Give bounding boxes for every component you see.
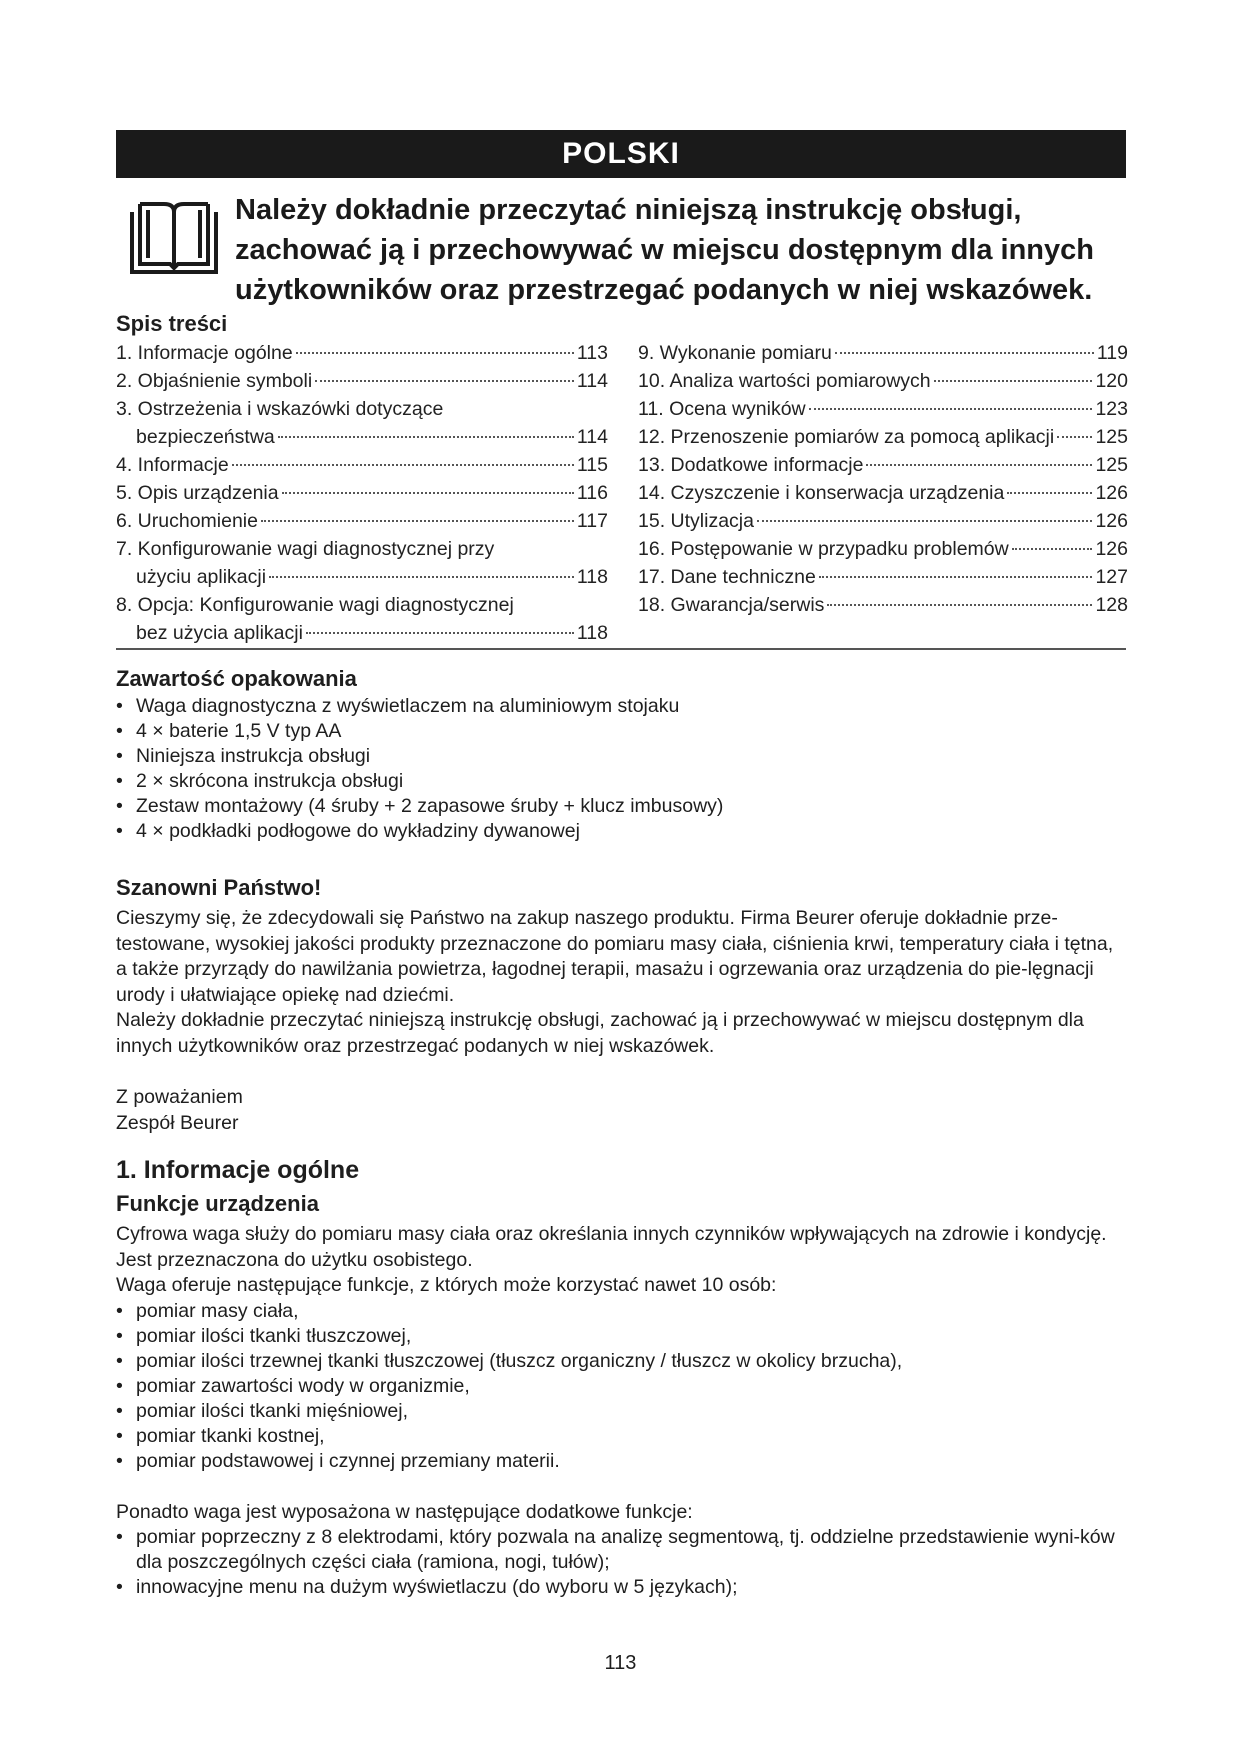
toc-entry xyxy=(638,395,1128,423)
divider xyxy=(116,648,1126,650)
toc-entry xyxy=(116,535,608,591)
toc-leader-dots xyxy=(1057,436,1092,438)
toc-entry xyxy=(638,591,1128,619)
toc-leader-dots xyxy=(1012,548,1093,550)
toc-entry xyxy=(638,535,1128,563)
toc-title: Spis treści xyxy=(116,311,228,336)
toc-page-number: 113 xyxy=(576,342,608,364)
toc-entry xyxy=(638,423,1128,451)
toc-entry xyxy=(638,507,1128,535)
list-item: • 4 × baterie 1,5 V typ AA xyxy=(116,719,1126,744)
toc-leader-dots xyxy=(819,576,1093,578)
list-item: • pomiar tkanki kostnej, xyxy=(116,1424,1126,1449)
functions-list xyxy=(116,1299,1126,1474)
section-1-intro: Cyfrowa waga służy do pomiaru masy ciała oraz określania innych czynników wpływających na zdrowie i kondycję. Jest przeznaczona do użytku osobistego. xyxy=(116,1223,1107,1271)
toc-leader-dots xyxy=(757,520,1092,522)
toc-entry xyxy=(638,479,1128,507)
language-banner: POLSKI xyxy=(116,130,1126,178)
toc-page-number: 126 xyxy=(1095,482,1128,504)
toc-entry-label: 2. Objaśnienie symboli xyxy=(116,370,313,392)
toc-entry-label: 4. Informacje xyxy=(116,454,229,476)
toc-left-column xyxy=(116,339,608,647)
list-item: • pomiar masy ciała, xyxy=(116,1299,1126,1324)
toc-entry-label: 17. Dane techniczne xyxy=(638,566,816,588)
toc-entry xyxy=(116,339,608,367)
toc-entry-label: bezpieczeństwa xyxy=(136,426,275,448)
toc-leader-dots xyxy=(315,380,574,382)
toc-entry-label: 5. Opis urządzenia xyxy=(116,482,279,504)
extra-functions-intro: Ponadto waga jest wyposażona w następujące dodatkowe funkcje: xyxy=(116,1500,693,1523)
toc-page-number: 114 xyxy=(576,370,608,392)
list-item: • pomiar ilości tkanki mięśniowej, xyxy=(116,1399,1126,1424)
toc-page-number: 127 xyxy=(1095,566,1128,588)
toc-entry xyxy=(638,563,1128,591)
list-item: • Waga diagnostyczna z wyświetlaczem na aluminiowym stojaku xyxy=(116,694,1126,719)
toc-leader-dots xyxy=(296,352,574,354)
toc-page-number: 128 xyxy=(1095,594,1128,616)
toc-entry-label: 11. Ocena wyników xyxy=(638,398,806,420)
toc-leader-dots xyxy=(934,380,1093,382)
toc-page-number: 114 xyxy=(576,426,608,448)
toc-leader-dots xyxy=(835,352,1094,354)
toc-page-number: 125 xyxy=(1095,426,1128,448)
toc-leader-dots xyxy=(269,576,574,578)
toc-page-number: 118 xyxy=(576,566,608,588)
toc-entry xyxy=(116,395,608,451)
toc-entry xyxy=(116,451,608,479)
toc-right-column xyxy=(638,339,1128,619)
toc-entry-label: 6. Uruchomienie xyxy=(116,510,258,532)
toc-entry-label: 12. Przenoszenie pomiarów za pomocą aplikacji xyxy=(638,426,1055,448)
intro-notice: Należy dokładnie przeczytać niniejszą instrukcję obsługi, zachować ją i przechowywać w miejscu dostępnym dla innych użytkowników oraz przestrzegać podanych w niej wskazówek. xyxy=(235,194,1094,306)
toc-leader-dots xyxy=(232,464,574,466)
toc-entry-label: bez użycia aplikacji xyxy=(136,622,303,644)
toc-page-number: 125 xyxy=(1095,454,1128,476)
toc-leader-dots xyxy=(282,492,574,494)
toc-leader-dots xyxy=(809,408,1093,410)
list-item: • pomiar ilości tkanki tłuszczowej, xyxy=(116,1324,1126,1349)
list-item: • pomiar poprzeczny z 8 elektrodami, który pozwala na analizę segmentową, tj. oddzielne przedstawienie wyni-ków dla poszczególnych części ciała (ramiona, nogi, tułów); xyxy=(116,1525,1126,1575)
extra-functions-list xyxy=(116,1525,1126,1600)
package-title: Zawartość opakowania xyxy=(116,666,357,691)
list-item: • pomiar zawartości wody w organizmie, xyxy=(116,1374,1126,1399)
toc-entry-label: 16. Postępowanie w przypadku problemów xyxy=(638,538,1009,560)
toc-entry-label: 7. Konfigurowanie wagi diagnostycznej przy xyxy=(116,538,495,560)
toc-leader-dots xyxy=(261,520,574,522)
section-general-info xyxy=(116,1153,1126,1600)
functions-intro: Waga oferuje następujące funkcje, z których może korzystać nawet 10 osób: xyxy=(116,1274,777,1296)
toc-entry xyxy=(116,367,608,395)
toc-entry-label: 18. Gwarancja/serwis xyxy=(638,594,825,616)
list-item: • 4 × podkładki podłogowe do wykładziny dywanowej xyxy=(116,819,1126,844)
toc-entry-label: 8. Opcja: Konfigurowanie wagi diagnostycznej xyxy=(116,594,514,616)
toc-page-number: 117 xyxy=(576,510,608,532)
greeting-paragraph-1: Cieszymy się, że zdecydowali się Państwo na zakup naszego produktu. Firma Beurer oferuje dokładnie prze-testowane, wysokiej jakości produkty przeznaczone do pomiaru masy ciała, ciśnienia krwi, temperatury ciała i tętna, a także przyrządy do nawilżania powietrza, łagodnej terapii, masażu i ogrzewania oraz urządzenia do pie-lęgnacji urody i ułatwiające opiekę nad dziećmi. xyxy=(116,907,1114,1006)
page-number: 113 xyxy=(604,1652,637,1674)
toc-page-number: 118 xyxy=(576,622,608,644)
toc-page-number: 126 xyxy=(1095,510,1128,532)
toc-page-number: 123 xyxy=(1095,398,1128,420)
toc-leader-dots xyxy=(827,604,1092,606)
toc-page-number: 115 xyxy=(576,454,608,476)
toc-page-number: 116 xyxy=(576,482,608,504)
toc-entry xyxy=(116,507,608,535)
toc-page-number: 120 xyxy=(1095,370,1128,392)
greeting-section xyxy=(116,873,1126,1136)
toc-entry xyxy=(116,591,608,647)
toc-entry-label: 15. Utylizacja xyxy=(638,510,754,532)
open-book-icon xyxy=(126,196,222,276)
toc-leader-dots xyxy=(278,436,574,438)
toc-entry xyxy=(116,479,608,507)
toc-leader-dots xyxy=(306,632,574,634)
list-item: • pomiar podstawowej i czynnej przemiany materii. xyxy=(116,1449,1126,1474)
greeting-signature: Zespół Beurer xyxy=(116,1111,239,1134)
toc-entry xyxy=(638,451,1128,479)
greeting-closing: Z poważaniem xyxy=(116,1086,243,1108)
toc-entry-label: 10. Analiza wartości pomiarowych xyxy=(638,370,931,392)
list-item: • innowacyjne menu na dużym wyświetlaczu (do wyboru w 5 językach); xyxy=(116,1575,1126,1600)
list-item: • pomiar ilości trzewnej tkanki tłuszczowej (tłuszcz organiczny / tłuszcz w okolicy brzucha), xyxy=(116,1349,1126,1374)
section-1-title: 1. Informacje ogólne xyxy=(116,1156,360,1184)
list-item: • Zestaw montażowy (4 śruby + 2 zapasowe śruby + klucz imbusowy) xyxy=(116,794,1126,819)
greeting-paragraph-2: Należy dokładnie przeczytać niniejszą instrukcję obsługi, zachować ją i przechowywać w miejscu dostępnym dla innych użytkowników oraz przestrzegać podanych w niej wskazówek. xyxy=(116,1009,1084,1057)
list-item: • Niniejsza instrukcja obsługi xyxy=(116,744,1126,769)
list-item: • 2 × skrócona instrukcja obsługi xyxy=(116,769,1126,794)
toc-leader-dots xyxy=(1007,492,1092,494)
section-1-subtitle: Funkcje urządzenia xyxy=(116,1191,319,1216)
toc-leader-dots xyxy=(866,464,1092,466)
package-contents xyxy=(116,664,1126,844)
toc-entry-label: 1. Informacje ogólne xyxy=(116,342,293,364)
greeting-title: Szanowni Państwo! xyxy=(116,875,322,900)
toc-page-number: 119 xyxy=(1096,342,1128,364)
toc-entry-label: 3. Ostrzeżenia i wskazówki dotyczące xyxy=(116,398,444,420)
toc-entry-label: 9. Wykonanie pomiaru xyxy=(638,342,832,364)
toc-entry-label: użyciu aplikacji xyxy=(136,566,267,588)
package-list xyxy=(116,694,1126,844)
toc-entry-label: 13. Dodatkowe informacje xyxy=(638,454,864,476)
toc-page-number: 126 xyxy=(1095,538,1128,560)
toc-entry xyxy=(638,339,1128,367)
toc-entry-label: 14. Czyszczenie i konserwacja urządzenia xyxy=(638,482,1005,504)
toc-entry xyxy=(638,367,1128,395)
